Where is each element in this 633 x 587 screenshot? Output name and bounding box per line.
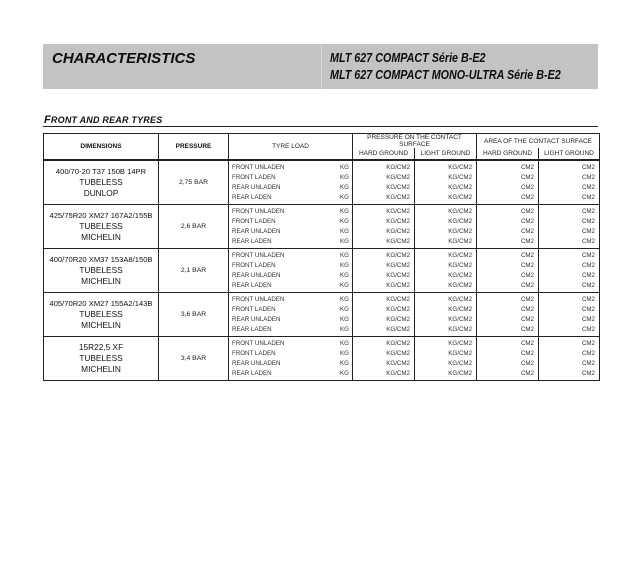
header-tyre-load: TYRE LOAD	[229, 134, 353, 161]
contact-pressure-unit: KG/CM2	[386, 271, 410, 279]
contact-area-unit: CM2	[581, 227, 596, 235]
tyre-load-cell	[229, 160, 353, 205]
load-line	[229, 173, 352, 183]
contact-area-unit: CM2	[520, 237, 535, 245]
load-condition-label: REAR UNLADEN	[232, 183, 281, 191]
contact-pressure-unit: KG/CM2	[448, 227, 473, 235]
contact-area-unit: CM2	[520, 207, 535, 215]
contact-area-hard-cell	[477, 293, 539, 337]
load-condition-label: REAR UNLADEN	[232, 315, 281, 323]
contact-pressure-unit: KG/CM2	[386, 261, 410, 269]
load-line	[229, 217, 352, 227]
contact-pressure-hard-cell	[353, 293, 415, 337]
contact-area-unit: CM2	[581, 251, 596, 259]
contact-pressure-unit: KG/CM2	[448, 295, 473, 303]
header-pressure: PRESSURE	[159, 134, 229, 161]
load-line	[229, 227, 352, 237]
header-area-hard-ground: HARD GROUND	[477, 148, 539, 160]
contact-pressure-hard-cell	[353, 249, 415, 293]
load-line	[229, 305, 352, 315]
contact-area-unit: CM2	[520, 281, 535, 289]
section-title	[44, 114, 162, 126]
contact-pressure-unit: KG/CM2	[448, 183, 473, 191]
load-condition-label: FRONT UNLADEN	[232, 163, 285, 171]
contact-area-unit: CM2	[581, 349, 596, 357]
load-condition-label: FRONT LADEN	[232, 349, 276, 357]
contact-pressure-unit: KG/CM2	[448, 251, 473, 259]
contact-pressure-unit: KG/CM2	[448, 271, 473, 279]
load-unit: KG	[340, 315, 349, 323]
load-condition-label: REAR LADEN	[232, 281, 272, 289]
tyre-pressure: 3,4 BAR	[159, 337, 229, 381]
contact-pressure-unit: KG/CM2	[386, 359, 410, 367]
page-title: CHARACTERISTICS	[52, 50, 196, 67]
contact-pressure-hard-cell	[353, 337, 415, 381]
contact-area-hard-cell	[477, 205, 539, 249]
table-row	[44, 337, 600, 381]
contact-pressure-unit: KG/CM2	[386, 207, 410, 215]
contact-area-unit: CM2	[581, 173, 596, 181]
contact-area-unit: CM2	[520, 217, 535, 225]
load-line	[229, 207, 352, 217]
contact-pressure-unit: KG/CM2	[386, 193, 410, 201]
load-line	[229, 271, 352, 281]
tyre-brand: MICHELIN	[81, 232, 121, 242]
contact-area-unit: CM2	[581, 163, 596, 171]
load-condition-label: REAR UNLADEN	[232, 271, 281, 279]
contact-pressure-unit: KG/CM2	[448, 163, 473, 171]
contact-pressure-unit: KG/CM2	[386, 339, 410, 347]
load-condition-label: FRONT UNLADEN	[232, 295, 285, 303]
tyre-size: 400/70R20 XM37 153A8/150B	[49, 255, 153, 264]
load-unit: KG	[340, 217, 349, 225]
tyre-brand: MICHELIN	[81, 276, 121, 286]
load-condition-label: FRONT LADEN	[232, 305, 276, 313]
title-left	[43, 44, 322, 89]
load-unit: KG	[340, 207, 349, 215]
tyre-dimensions-cell	[44, 293, 159, 337]
tyre-dimensions-cell	[44, 205, 159, 249]
contact-pressure-unit: KG/CM2	[448, 217, 473, 225]
header-pressure-light-ground: LIGHT GROUND	[415, 148, 477, 160]
load-line	[229, 281, 352, 291]
contact-area-light-cell	[539, 293, 600, 337]
contact-pressure-unit: KG/CM2	[386, 325, 410, 333]
load-condition-label: FRONT LADEN	[232, 217, 276, 225]
table-body	[44, 160, 600, 381]
load-unit: KG	[340, 339, 349, 347]
load-unit: KG	[340, 163, 349, 171]
contact-area-hard-cell	[477, 249, 539, 293]
contact-pressure-unit: KG/CM2	[386, 217, 410, 225]
tyre-type: TUBELESS	[79, 221, 123, 231]
contact-pressure-unit: KG/CM2	[386, 369, 410, 377]
tyre-pressure: 2,75 BAR	[159, 160, 229, 205]
header-dimensions: DIMENSIONS	[44, 134, 159, 161]
contact-area-unit: CM2	[581, 217, 596, 225]
contact-pressure-hard-cell	[353, 160, 415, 205]
contact-area-unit: CM2	[520, 369, 535, 377]
contact-pressure-unit: KG/CM2	[448, 315, 473, 323]
load-unit: KG	[340, 237, 349, 245]
contact-pressure-light-cell	[415, 337, 477, 381]
contact-pressure-unit: KG/CM2	[448, 325, 473, 333]
header-contact-area: AREA OF THE CONTACT SURFACE	[477, 134, 600, 149]
model-title-2: MLT 627 COMPACT MONO-ULTRA Série B-E2	[329, 68, 561, 82]
contact-pressure-light-cell	[415, 293, 477, 337]
tyre-pressure: 2,6 BAR	[159, 205, 229, 249]
load-unit: KG	[340, 305, 349, 313]
tyre-dimensions-cell	[44, 249, 159, 293]
contact-area-hard-cell	[477, 160, 539, 205]
contact-pressure-unit: KG/CM2	[448, 261, 473, 269]
contact-pressure-unit: KG/CM2	[448, 349, 473, 357]
load-condition-label: REAR LADEN	[232, 325, 272, 333]
contact-area-unit: CM2	[581, 339, 596, 347]
load-line	[229, 295, 352, 305]
contact-area-unit: CM2	[581, 325, 596, 333]
load-condition-label: FRONT UNLADEN	[232, 251, 285, 259]
tyre-type: TUBELESS	[79, 265, 123, 275]
section-divider	[43, 126, 598, 127]
tyre-type: TUBELESS	[79, 309, 123, 319]
load-condition-label: FRONT LADEN	[232, 261, 276, 269]
load-line	[229, 359, 352, 369]
load-line	[229, 163, 352, 173]
load-unit: KG	[340, 359, 349, 367]
load-unit: KG	[340, 281, 349, 289]
tyre-load-cell	[229, 337, 353, 381]
tyre-size: 15R22,5 XF	[78, 342, 124, 352]
header-pressure-hard-ground: HARD GROUND	[353, 148, 415, 160]
contact-area-unit: CM2	[520, 163, 535, 171]
contact-pressure-unit: KG/CM2	[386, 227, 410, 235]
contact-area-unit: CM2	[520, 305, 535, 313]
contact-area-hard-cell	[477, 337, 539, 381]
contact-pressure-hard-cell	[353, 205, 415, 249]
contact-pressure-unit: KG/CM2	[386, 251, 410, 259]
contact-pressure-light-cell	[415, 160, 477, 205]
contact-pressure-unit: KG/CM2	[448, 193, 473, 201]
contact-pressure-unit: KG/CM2	[386, 315, 410, 323]
tyre-load-cell	[229, 205, 353, 249]
title-bar	[43, 44, 598, 89]
section-title-rest: RONT AND REAR TYRES	[50, 115, 163, 125]
table-header-row	[44, 134, 600, 149]
load-unit: KG	[340, 227, 349, 235]
contact-pressure-unit: KG/CM2	[386, 305, 410, 313]
load-condition-label: REAR UNLADEN	[232, 227, 281, 235]
load-unit: KG	[340, 369, 349, 377]
tyre-size: 425/75R20 XM27 167A2/155B	[49, 211, 153, 220]
section-title-initial: F	[44, 114, 51, 126]
load-unit: KG	[340, 261, 349, 269]
tyre-dimensions-cell	[44, 160, 159, 205]
contact-pressure-unit: KG/CM2	[386, 295, 410, 303]
contact-pressure-unit: KG/CM2	[386, 281, 410, 289]
contact-area-light-cell	[539, 160, 600, 205]
load-line	[229, 193, 352, 203]
contact-area-unit: CM2	[520, 251, 535, 259]
contact-area-unit: CM2	[581, 207, 596, 215]
model-titles	[322, 44, 598, 89]
table-row	[44, 160, 600, 205]
load-line	[229, 183, 352, 193]
tyre-pressure: 2,1 BAR	[159, 249, 229, 293]
load-line	[229, 325, 352, 335]
contact-pressure-unit: KG/CM2	[386, 183, 410, 191]
load-line	[229, 237, 352, 247]
load-unit: KG	[340, 271, 349, 279]
load-line	[229, 261, 352, 271]
load-unit: KG	[340, 349, 349, 357]
load-line	[229, 251, 352, 261]
contact-pressure-unit: KG/CM2	[386, 349, 410, 357]
contact-pressure-unit: KG/CM2	[386, 237, 410, 245]
tyre-type: TUBELESS	[79, 353, 123, 363]
contact-area-unit: CM2	[581, 305, 596, 313]
contact-pressure-unit: KG/CM2	[448, 207, 473, 215]
contact-pressure-unit: KG/CM2	[448, 359, 473, 367]
contact-area-unit: CM2	[520, 325, 535, 333]
load-condition-label: REAR LADEN	[232, 193, 272, 201]
contact-area-unit: CM2	[581, 271, 596, 279]
load-unit: KG	[340, 193, 349, 201]
contact-area-unit: CM2	[520, 183, 535, 191]
contact-pressure-unit: KG/CM2	[386, 163, 410, 171]
table-row	[44, 205, 600, 249]
load-condition-label: REAR LADEN	[232, 369, 272, 377]
contact-area-unit: CM2	[520, 349, 535, 357]
load-condition-label: REAR UNLADEN	[232, 359, 281, 367]
contact-pressure-unit: KG/CM2	[448, 237, 473, 245]
contact-area-light-cell	[539, 337, 600, 381]
tyre-pressure: 3,6 BAR	[159, 293, 229, 337]
header-area-light-ground: LIGHT GROUND	[539, 148, 600, 160]
tyre-size: 400/70-20 T37 150B 14PR	[55, 167, 147, 176]
tyre-dimensions-cell	[44, 337, 159, 381]
load-condition-label: FRONT UNLADEN	[232, 207, 285, 215]
tyre-brand: MICHELIN	[81, 320, 121, 330]
load-unit: KG	[340, 295, 349, 303]
load-condition-label: REAR LADEN	[232, 237, 272, 245]
model-title-1: MLT 627 COMPACT Série B-E2	[329, 51, 486, 65]
contact-pressure-unit: KG/CM2	[448, 369, 473, 377]
contact-area-unit: CM2	[581, 359, 596, 367]
load-unit: KG	[340, 251, 349, 259]
contact-pressure-light-cell	[415, 205, 477, 249]
contact-area-unit: CM2	[581, 315, 596, 323]
tyre-brand: MICHELIN	[81, 364, 121, 374]
load-condition-label: FRONT UNLADEN	[232, 339, 285, 347]
contact-pressure-unit: KG/CM2	[448, 339, 473, 347]
contact-area-unit: CM2	[520, 295, 535, 303]
contact-area-unit: CM2	[581, 237, 596, 245]
contact-area-unit: CM2	[581, 183, 596, 191]
contact-pressure-light-cell	[415, 249, 477, 293]
contact-area-unit: CM2	[520, 173, 535, 181]
load-line	[229, 339, 352, 349]
contact-area-unit: CM2	[581, 295, 596, 303]
tyres-table	[43, 133, 600, 381]
tyre-load-cell	[229, 293, 353, 337]
tyre-type: TUBELESS	[79, 177, 123, 187]
contact-area-unit: CM2	[520, 261, 535, 269]
tyre-brand: DUNLOP	[83, 188, 119, 198]
tyre-load-cell	[229, 249, 353, 293]
load-unit: KG	[340, 173, 349, 181]
contact-area-unit: CM2	[520, 315, 535, 323]
contact-area-unit: CM2	[520, 271, 535, 279]
load-unit: KG	[340, 183, 349, 191]
contact-pressure-unit: KG/CM2	[386, 173, 410, 181]
load-line	[229, 349, 352, 359]
contact-area-unit: CM2	[581, 281, 596, 289]
contact-area-unit: CM2	[520, 339, 535, 347]
contact-pressure-unit: KG/CM2	[448, 281, 473, 289]
load-line	[229, 315, 352, 325]
load-line	[229, 369, 352, 379]
contact-area-unit: CM2	[520, 193, 535, 201]
load-unit: KG	[340, 325, 349, 333]
table-row	[44, 293, 600, 337]
contact-area-unit: CM2	[520, 227, 535, 235]
contact-area-unit: CM2	[581, 193, 596, 201]
contact-pressure-unit: KG/CM2	[448, 305, 473, 313]
contact-pressure-unit: KG/CM2	[448, 173, 473, 181]
contact-area-light-cell	[539, 249, 600, 293]
load-condition-label: FRONT LADEN	[232, 173, 276, 181]
contact-area-unit: CM2	[581, 369, 596, 377]
header-contact-pressure: PRESSURE ON THE CONTACT SURFACE	[353, 134, 477, 149]
table-row	[44, 249, 600, 293]
contact-area-unit: CM2	[520, 359, 535, 367]
contact-area-light-cell	[539, 205, 600, 249]
tyre-size: 405/70R20 XM27 155A2/143B	[49, 299, 153, 308]
contact-area-unit: CM2	[581, 261, 596, 269]
